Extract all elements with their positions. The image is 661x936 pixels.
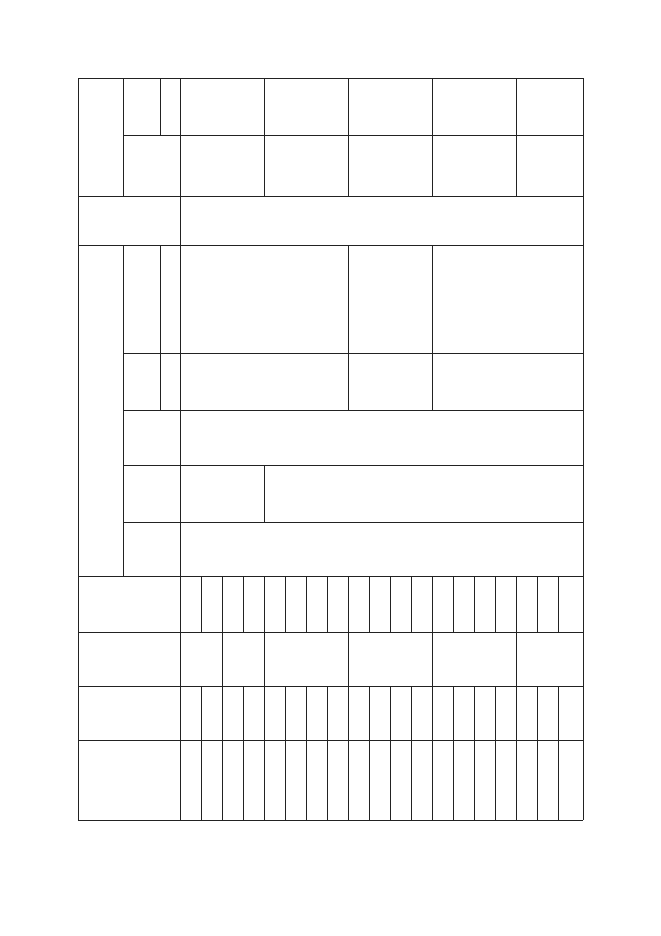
table-border [583, 78, 584, 820]
row-line [474, 686, 475, 740]
row-line [390, 576, 391, 632]
row-line [516, 576, 517, 632]
row-line [243, 740, 244, 820]
column-line [123, 522, 583, 523]
row-line [222, 686, 223, 740]
row-line [516, 686, 517, 740]
group-line [264, 78, 265, 196]
row-line [453, 740, 454, 820]
row-line [306, 576, 307, 632]
row-line [411, 740, 412, 820]
span-group-line [222, 632, 223, 686]
group-line [348, 353, 349, 410]
row-line [222, 576, 223, 632]
row-line [495, 576, 496, 632]
row-line [285, 576, 286, 632]
row-line [537, 686, 538, 740]
row-line [390, 686, 391, 740]
row-line [201, 740, 202, 820]
row-line [348, 576, 349, 632]
column-line [123, 410, 583, 411]
row-line [453, 686, 454, 740]
table-border [78, 78, 583, 79]
column-line [78, 576, 583, 577]
row-line [369, 686, 370, 740]
column-line [78, 686, 583, 687]
row-line [369, 576, 370, 632]
table-title [60, 158, 76, 848]
row-line [327, 686, 328, 740]
span-group-line [348, 632, 349, 686]
row-line [243, 686, 244, 740]
row-line [474, 740, 475, 820]
row-line [495, 740, 496, 820]
row-line [411, 686, 412, 740]
group-header-line [123, 78, 124, 196]
group-line [432, 353, 433, 410]
row-line [285, 740, 286, 820]
table-border [78, 820, 583, 821]
header-body-line [180, 78, 181, 820]
column-line [78, 196, 583, 197]
row-line [558, 576, 559, 632]
span-group-line [516, 632, 517, 686]
row-line [327, 740, 328, 820]
row-line [495, 686, 496, 740]
not-more-band-line [160, 78, 161, 135]
span-group-line [432, 632, 433, 686]
row-line [537, 740, 538, 820]
row-line [222, 740, 223, 820]
row-line [453, 576, 454, 632]
not-more-band-line [160, 245, 161, 410]
span-group-line [264, 632, 265, 686]
column-line [78, 632, 583, 633]
column-line [78, 740, 583, 741]
row-line [201, 686, 202, 740]
row-line [558, 686, 559, 740]
row-line [390, 740, 391, 820]
row-line [537, 576, 538, 632]
row-line [474, 576, 475, 632]
column-line [123, 135, 583, 136]
row-line [411, 576, 412, 632]
row-line [243, 576, 244, 632]
row-line [306, 686, 307, 740]
row-line [285, 686, 286, 740]
group-line [432, 78, 433, 196]
column-line [123, 465, 583, 466]
row-line [369, 740, 370, 820]
row-line [432, 740, 433, 820]
column-line [123, 353, 583, 354]
row-line [264, 686, 265, 740]
row-line [306, 740, 307, 820]
row-line [348, 740, 349, 820]
row-line [201, 576, 202, 632]
table-border [78, 78, 79, 820]
row-line [432, 686, 433, 740]
row-line [558, 740, 559, 820]
column-line [78, 245, 583, 246]
group-line [432, 245, 433, 353]
row-line [264, 576, 265, 632]
group-line [264, 465, 265, 522]
group-line [348, 78, 349, 196]
row-line [516, 740, 517, 820]
row-line [327, 576, 328, 632]
group-line [348, 245, 349, 353]
row-line [348, 686, 349, 740]
row-line [432, 576, 433, 632]
group-line [516, 78, 517, 196]
row-line [264, 740, 265, 820]
